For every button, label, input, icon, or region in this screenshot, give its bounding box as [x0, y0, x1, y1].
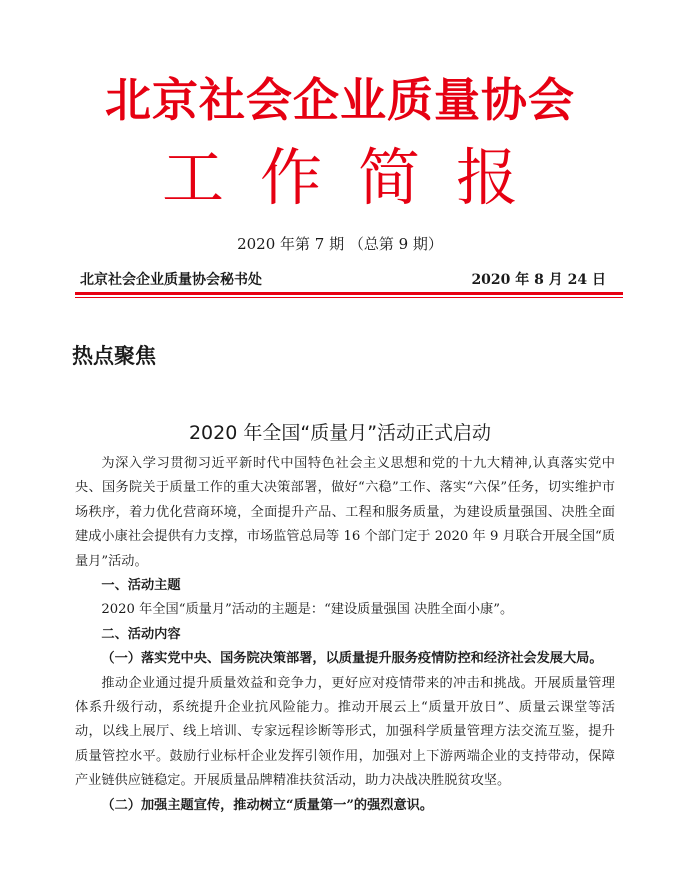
- section-title: 热点聚焦: [72, 344, 156, 368]
- subsection-1-paragraph: 推动企业通过提升质量效益和竞争力，更好应对疫情带来的冲击和挑战。开展质量管理体系升级行动，系统提升企业抗风险能力。推动开展云上“质量开放日”、质量云课堂等活动，以线上展厅、线上培训、专家远程诊断等形式，加强科学质量管理方法交流互鉴，提升质量管控水平。鼓励行业标杆企业发挥引领作用，加强对上下游两端企业的支持带动，保障产业链供应链稳定。开展质量品牌精准扶贫活动，助力决战决胜脱贫攻坚。: [75, 675, 615, 789]
- intro-paragraph: 为深入学习贯彻习近平新时代中国特色社会主义思想和党的十九大精神,认真落实党中央、国务院关于质量工作的重大决策部署，做好“六稳”工作、落实“六保”任务，切实维护市场秩序，着力优化营商环境，全面提升产品、工程和服务质量，为建设质量强国、决胜全面建成小康社会提供有力支撑，市场监管总局等 16 个部门定于 2020 年 9 月联合开展全国“质量月”活动。: [75, 456, 615, 569]
- subheading-1: （一）落实党中央、国务院决策部署，以质量提升服务疫情防控和经济社会发展大局。: [101, 651, 603, 667]
- article-title: 2020 年全国“质量月”活动正式启动: [188, 422, 492, 444]
- heading-theme: 一、活动主题: [101, 578, 181, 594]
- bulletin-title: 工作简报: [161, 141, 554, 214]
- header-rule-thick: [75, 292, 623, 295]
- article-body: [75, 452, 615, 818]
- theme-paragraph: 2020 年全国“质量月”活动的主题是：“建设质量强国 决胜全面小康”。: [101, 602, 514, 618]
- heading-content: 二、活动内容: [101, 626, 181, 642]
- publish-date: 2020 年 8 月 24 日: [471, 272, 606, 288]
- subheading-2: （二）加强主题宣传，推动树立“质量第一”的强烈意识。: [101, 797, 434, 813]
- publisher: 北京社会企业质量协会秘书处: [80, 272, 262, 288]
- header-rule-thin: [75, 297, 623, 298]
- org-title: 北京社会企业质量协会: [105, 73, 575, 127]
- issue-number: 2020 年第 7 期 （总第 9 期）: [237, 235, 443, 253]
